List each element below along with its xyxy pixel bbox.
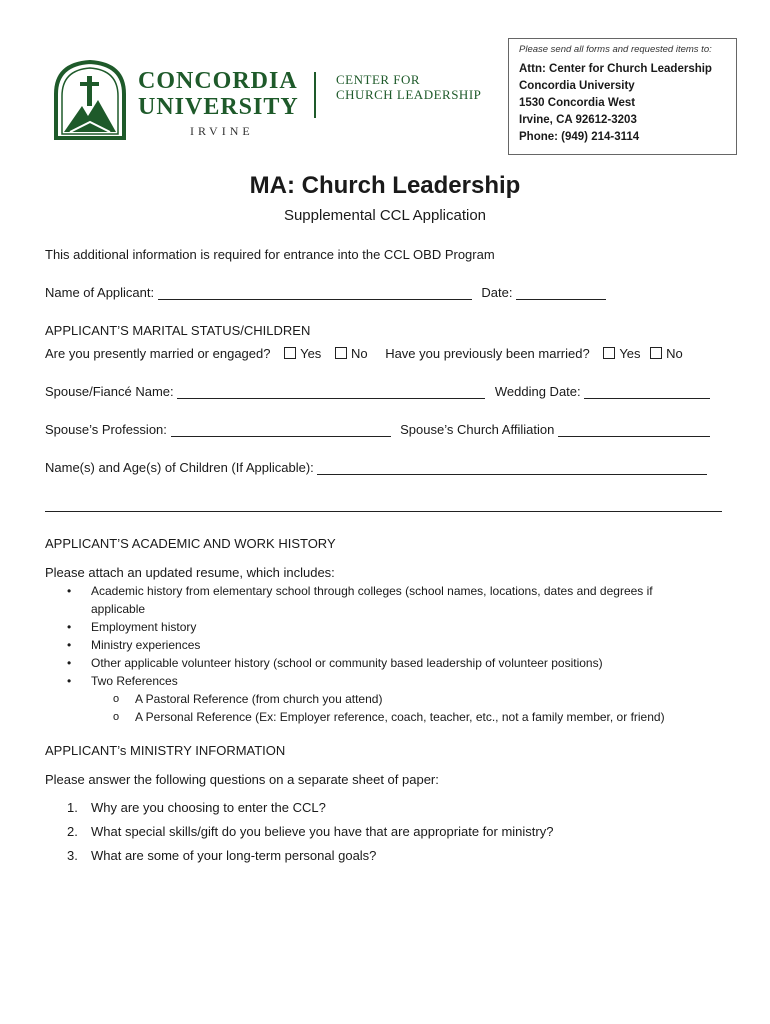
yes-label: Yes [300,346,322,361]
mailing-address-box [508,38,737,155]
children-field[interactable] [317,461,707,475]
logo-wordmark [138,68,299,139]
yes-label: Yes [619,346,641,361]
address-line: Irvine, CA 92612-3203 [519,114,637,126]
list-item: • Ministry experiences [45,636,745,654]
ministry-intro: Please answer the following questions on a separate sheet of paper: [45,772,439,787]
no-label: No [666,346,683,361]
sub-list-item: o A Personal Reference (Ex: Employer reference, coach, teacher, etc., not a family member, or friend) [45,708,745,726]
logo-line-2: UNIVERSITY [138,94,299,120]
question-item: 3. What are some of your long-term personal goals? [67,848,377,863]
applicant-name-row [45,285,606,300]
marital-question-row [45,346,683,361]
address-line: Phone: (949) 214-3114 [519,131,640,143]
no-label: No [350,346,368,361]
logo-line-3: IRVINE [190,124,254,138]
married-yes-checkbox[interactable] [284,347,296,359]
ministry-heading: APPLICANT’s MINISTRY INFORMATION [45,743,286,758]
logo-line-1: CONCORDIA [138,68,298,94]
intro-text: This additional information is required for entrance into the CCL OBD Program [45,247,495,262]
address-note: Please send all forms and requested items to: [519,44,712,55]
previous-no-checkbox[interactable] [650,347,662,359]
department-name [336,72,481,102]
applicant-name-label: Name of Applicant: [45,285,155,300]
children-field-continued[interactable] [45,511,722,512]
address-line: Attn: Center for Church Leadership [519,63,712,75]
profession-row [45,422,710,437]
address-line: Concordia University [519,80,635,92]
list-item: • Employment history [45,618,745,636]
sub-list-item: o A Pastoral Reference (from church you attend) [45,690,745,708]
previous-yes-checkbox[interactable] [603,347,615,359]
department-line-2: CHURCH LEADERSHIP [336,87,482,102]
applicant-name-field[interactable] [158,286,472,300]
academic-heading: APPLICANT’S ACADEMIC AND WORK HISTORY [45,536,336,551]
university-logo [52,60,482,140]
church-affiliation-label: Spouse’s Church Affiliation [400,422,555,437]
children-label: Name(s) and Age(s) of Children (If Applicable): [45,460,314,475]
list-item: • Academic history from elementary school through colleges (school names, locations, dates and degrees if applicable [45,582,745,618]
children-row [45,460,707,475]
spouse-profession-label: Spouse’s Profession: [45,422,167,437]
resume-items [45,582,745,726]
spouse-profession-field[interactable] [171,423,391,437]
wedding-date-label: Wedding Date: [494,384,581,399]
question-item: 1. Why are you choosing to enter the CCL? [67,800,326,815]
spouse-name-label: Spouse/Fiancé Name: [45,384,174,399]
list-item: • Other applicable volunteer history (school or community based leadership of volunteer positions) [45,654,745,672]
page-subtitle: Supplemental CCL Application [283,207,487,224]
list-item: • Two References [45,672,745,690]
wedding-date-field[interactable] [584,385,710,399]
ministry-questions [45,796,745,868]
married-no-checkbox[interactable] [335,347,347,359]
previously-married-question: Have you previously been married? [385,346,590,361]
spouse-row [45,384,710,399]
spouse-name-field[interactable] [177,385,485,399]
marital-heading: APPLICANT’S MARITAL STATUS/CHILDREN [45,323,311,338]
logo-divider [314,72,316,118]
academic-intro: Please attach an updated resume, which includes: [45,565,335,580]
church-affiliation-field[interactable] [558,423,710,437]
date-label: Date: [481,285,513,300]
question-item: 2. What special skills/gift do you believe you have that are appropriate for ministry? [67,824,554,839]
department-line-1: CENTER FOR [336,72,421,87]
date-field[interactable] [516,286,606,300]
chapel-cross-icon [52,60,128,140]
page-title: MA: Church Leadership [249,172,521,199]
address-line: 1530 Concordia West [519,97,636,109]
married-question: Are you presently married or engaged? [45,346,271,361]
